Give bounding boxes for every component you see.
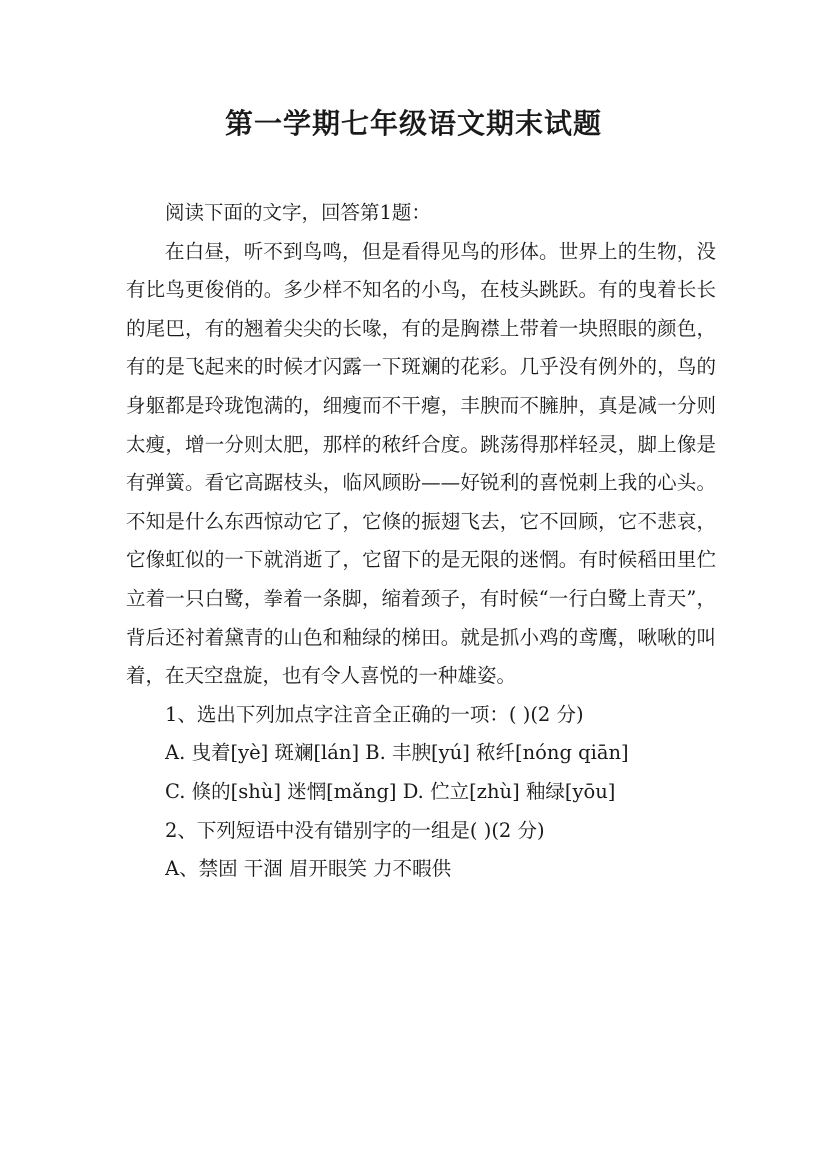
reading-instruction: 阅读下面的文字，回答第1题： — [165, 201, 431, 224]
reading-passage: 在白昼，听不到鸟鸣，但是看得见鸟的形体。世界上的生物，没有比鸟更俊俏的。多少样不知名的小鸟，在枝头跳跃。有的曳着长长的尾巴，有的翘着尖尖的长喙，有的是胸襟上带着一块照眼的颜色，有的是飞起来的时候才闪露一下斑斓的花彩。几乎没有例外的，鸟的身躯都是玲珑饱满的，细瘦而不干瘪，丰腴而不臃肿，真是减一分则太瘦，增一分则太肥，那样的秾纤合度。跳荡得那样轻灵，脚上像是有弹簧。看它高踞枝头，临风顾盼——好锐利的喜悦刺上我的心头。不知是什么东西惊动它了，它倏的振翅飞去，它不回顾，它不悲哀，它像虹似的一下就消逝了，它留下的是无限的迷惘。有时候稻田里伫立着一只白鹭，拳着一条脚，缩着颈子，有时候“一行白鹭上青天”，背后还衬着黛青的山色和釉绿的梯田。就是抓小鸡的鸢鹰，啾啾的叫着，在天空盘旋，也有令人喜悦的一种雄姿。 — [126, 239, 716, 688]
document-title: 第一学期七年级语文期末试题 — [224, 107, 602, 140]
question-1-options-cd: C. 倏的[shù] 迷惘[mǎng] D. 伫立[zhù] 釉绿[yōu] — [165, 779, 616, 803]
question-1-options-ab: A. 曳着[yè] 斑斓[lán] B. 丰腴[yú] 秾纤[nóng qiān] — [165, 741, 629, 765]
question-2-stem: 2、下列短语中没有错别字的一组是( )(2 分) — [165, 818, 545, 842]
document-body — [126, 194, 716, 889]
question-2-option-a: A、禁固 干涸 眉开眼笑 力不暇供 — [165, 857, 452, 881]
question-1-stem: 1、选出下列加点字注音全正确的一项：( )(2 分) — [165, 702, 584, 726]
